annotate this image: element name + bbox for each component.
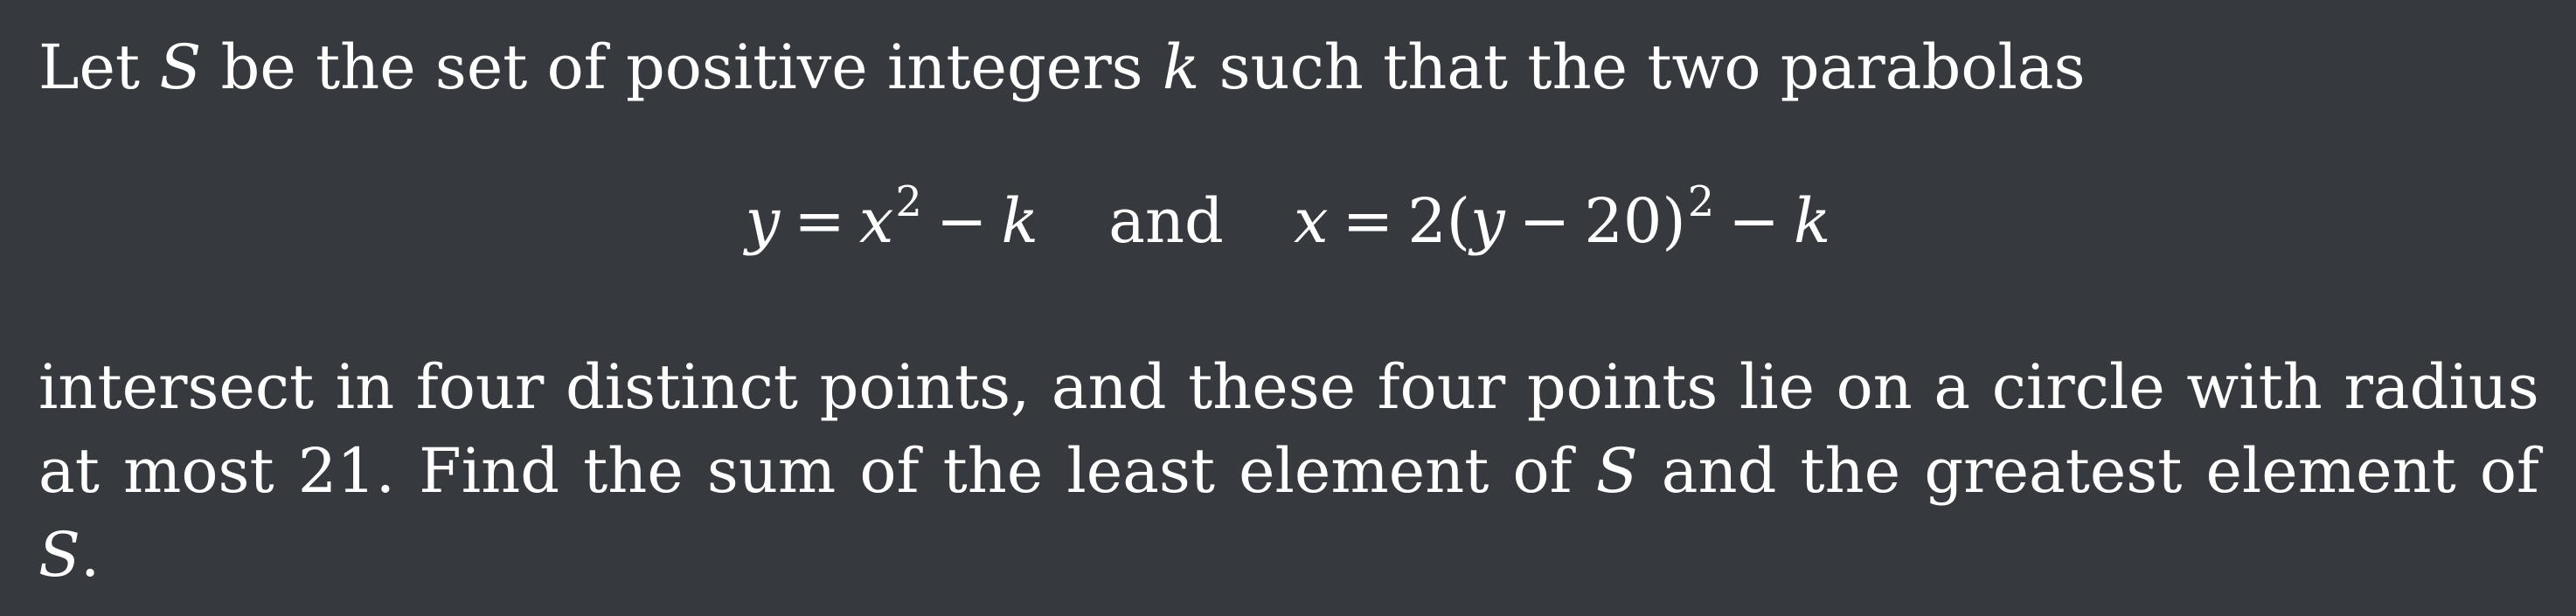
eq2-inner-minus: − <box>1518 185 1571 257</box>
word: distinct <box>565 351 799 423</box>
final-period: . <box>80 519 101 591</box>
word: on <box>1836 351 1913 423</box>
word: circle <box>1991 351 2165 423</box>
word: of <box>2479 435 2539 507</box>
variable-S: S <box>1595 435 1638 507</box>
word: radius <box>2343 351 2539 423</box>
eq2-x: x <box>1294 185 1329 257</box>
word: 21. <box>297 435 396 507</box>
word: the <box>1800 435 1901 507</box>
word: these <box>1188 351 1357 423</box>
word: four <box>1377 351 1506 423</box>
word: element <box>2205 435 2456 507</box>
word: at <box>38 435 100 507</box>
display-equation <box>0 177 2576 257</box>
eq1-equals: = <box>794 185 845 257</box>
eq2-y: y <box>1470 185 1505 257</box>
word: points, <box>819 351 1031 423</box>
word: with <box>2186 351 2323 423</box>
eq2-equals: = <box>1342 185 1394 257</box>
variable-S: S <box>38 519 80 591</box>
text-line-5 <box>38 519 101 591</box>
word: least <box>1066 435 1215 507</box>
word: the <box>583 435 684 507</box>
eq2-twenty: 20) <box>1584 185 1686 257</box>
variable-k: k <box>1162 31 1200 103</box>
eq1-y: y <box>745 185 781 257</box>
word: points <box>1526 351 1718 423</box>
text-line-1 <box>38 31 2086 103</box>
variable-S: S <box>159 31 202 103</box>
text-let: Let <box>38 31 141 103</box>
text-line-3 <box>38 351 2539 423</box>
eq1-minus: − <box>935 185 988 257</box>
word: and <box>1051 351 1167 423</box>
eq2-coefficient: 2( <box>1407 185 1471 257</box>
text-parabolas: such that the two parabolas <box>1219 31 2086 103</box>
text-set-description: be the set of positive integers <box>220 31 1143 103</box>
word: most <box>123 435 274 507</box>
text-line-4 <box>38 435 2539 507</box>
eq1-exponent: 2 <box>895 177 922 226</box>
eq1-k: k <box>1001 185 1038 257</box>
eq2-k: k <box>1793 185 1831 257</box>
word: four <box>415 351 545 423</box>
word: element <box>1239 435 1489 507</box>
eq2-minus: − <box>1728 185 1780 257</box>
word: sum <box>706 435 837 507</box>
word: greatest <box>1924 435 2183 507</box>
word: and <box>1661 435 1777 507</box>
word: of <box>1512 435 1573 507</box>
word: a <box>1934 351 1971 423</box>
eq2-exponent: 2 <box>1687 177 1715 226</box>
word: Find <box>419 435 560 507</box>
word: lie <box>1739 351 1816 423</box>
eq-connector-and: and <box>1108 185 1224 257</box>
eq1-x: x <box>858 185 894 257</box>
word: intersect <box>38 351 315 423</box>
word: the <box>942 435 1044 507</box>
word: in <box>335 351 395 423</box>
word: of <box>859 435 920 507</box>
